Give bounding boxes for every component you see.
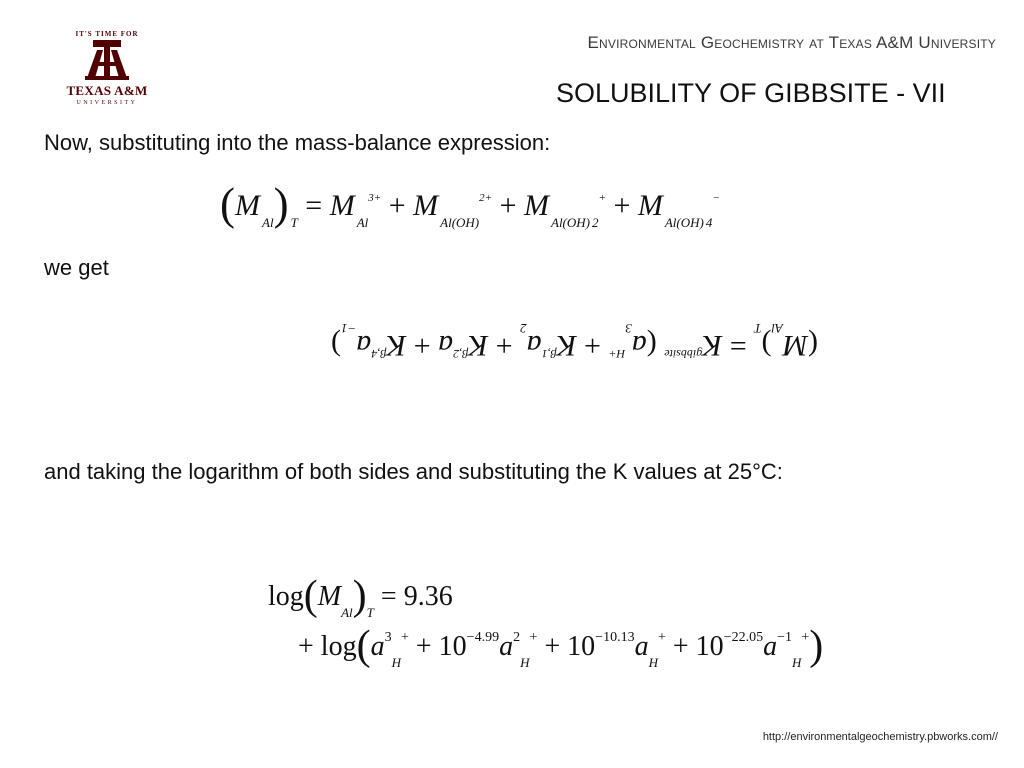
- logo-tagline: IT'S TIME FOR: [75, 30, 139, 38]
- solubility-equation-mirrored: $(M_{Al})_T = K^{gibbsite}$ $(a_3^{H+} + K^{\beta,1}a_2 + K^{\beta,2}a + K^{\beta,4}a_{-1})$: [330, 321, 818, 362]
- body-line-1: Now, substituting into the mass-balance expression:: [44, 130, 551, 155]
- mass-balance-equation: $(M_{Al}) _T = M_{Al}^{3+} + M_{Al(OH)}^{2+} + M_{Al(OH)}$ $_2^+ + M_{Al(OH)}$ $_4$−: [220, 179, 720, 230]
- body-line-2: we get: [44, 255, 109, 280]
- body-line-3: and taking the logarithm of both sides and substituting the K values at 25°C:: [44, 459, 783, 484]
- course-header: Environmental Geochemistry at Texas A&M University: [587, 33, 996, 52]
- atm-emblem-icon: [85, 40, 129, 80]
- slide-title: SOLUBILITY OF GIBBSITE - VII: [556, 78, 946, 108]
- log-equation-line-1: $\log(M_{Al})_T = 9.36$: [268, 573, 453, 620]
- logo-sub: UNIVERSITY: [76, 100, 138, 106]
- log-equation-line-2: + $\log(a^3_H^+ + 10^{-4.99}a^2_H^+ + 10^{-10.13}a_H^+ + 10^{-22.05}a^{-1}_H^+)$: [298, 623, 824, 670]
- tamu-logo: [62, 30, 152, 120]
- footer-url[interactable]: http://environmentalgeochemistry.pbworks.com//: [762, 731, 998, 743]
- logo-name: TEXAS A&M: [66, 83, 148, 98]
